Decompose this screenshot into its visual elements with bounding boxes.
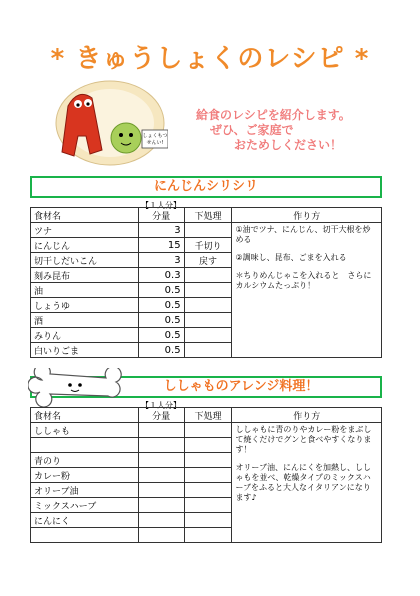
title-star-right: * — [354, 44, 370, 74]
ingredient-qty — [138, 468, 184, 483]
header-quantity: 分量 — [138, 408, 184, 423]
table-header-row — [31, 208, 382, 223]
recipe1-table — [30, 207, 382, 358]
ingredient-name: ミックスハーブ — [31, 498, 139, 513]
ingredient-qty — [138, 483, 184, 498]
ingredient-qty: 0.5 — [138, 313, 184, 328]
header-method: 作り方 — [232, 208, 382, 223]
recipe1-title-banner — [30, 176, 382, 198]
recipe1-portion: 【１人分】 — [141, 201, 181, 210]
ingredient-name: みりん — [31, 328, 139, 343]
intro-line-2: ぜひ、ご家庭で — [210, 123, 294, 137]
ingredient-prep — [184, 283, 232, 298]
ingredient-qty: 0.5 — [138, 283, 184, 298]
recipe2-method — [232, 423, 382, 543]
recipe2-title: ししゃものアレンジ料理！ — [163, 379, 319, 394]
ingredient-name: ツナ — [31, 223, 139, 238]
table-row — [31, 223, 382, 238]
ingredient-qty: 3 — [138, 253, 184, 268]
ingredient-prep — [184, 513, 232, 528]
ingredient-prep: 千切り — [184, 238, 232, 253]
method-note: ＊ちりめんじゃこを入れると さらにカルシウムたっぷり！ — [235, 271, 372, 290]
ingredient-qty: 3 — [138, 223, 184, 238]
header-prep: 下処理 — [184, 408, 232, 423]
ingredient-qty: 0.5 — [138, 298, 184, 313]
recipe1-method — [232, 223, 382, 358]
intro-message — [196, 108, 396, 153]
ingredient-qty: 15 — [138, 238, 184, 253]
table-row — [31, 423, 382, 438]
intro-line-3: おためしください！ — [234, 138, 343, 152]
ingredient-name: 切干しだいこん — [31, 253, 139, 268]
title-star-left: * — [50, 44, 66, 74]
header-ingredient: 食材名 — [31, 208, 139, 223]
ingredient-prep — [184, 328, 232, 343]
ingredient-prep — [184, 483, 232, 498]
ingredient-prep — [184, 298, 232, 313]
ingredient-name: 油 — [31, 283, 139, 298]
ingredient-name: しょうゆ — [31, 298, 139, 313]
ingredient-prep — [184, 423, 232, 438]
ingredient-qty — [138, 528, 184, 543]
ingredient-qty — [138, 423, 184, 438]
page-title — [0, 38, 420, 75]
ingredient-qty: 0.5 — [138, 343, 184, 358]
ingredient-name — [31, 528, 139, 543]
title-text: きゅうしょくのレシピ — [75, 44, 345, 74]
header-prep: 下処理 — [184, 208, 232, 223]
ingredient-prep — [184, 453, 232, 468]
mascot-illustration — [50, 78, 168, 168]
ingredient-prep — [184, 468, 232, 483]
ingredient-prep — [184, 268, 232, 283]
ingredient-prep — [184, 223, 232, 238]
method-step: ①油でツナ、にんじん、切干大根を炒める — [235, 225, 371, 244]
ingredient-qty: 0.5 — [138, 328, 184, 343]
ingredient-prep — [184, 498, 232, 513]
ingredient-name: にんにく — [31, 513, 139, 528]
ingredient-prep — [184, 528, 232, 543]
ingredient-name: ししゃも — [31, 423, 139, 438]
ingredient-name: オリーブ油 — [31, 483, 139, 498]
ingredient-name: 青のり — [31, 453, 139, 468]
ingredient-prep — [184, 343, 232, 358]
header-ingredient: 食材名 — [31, 408, 139, 423]
method-step: オリーブ油、にんにくを加熱し、ししゃもを並べ、乾燥タイプのミックスハーブをふると大人なイタリアンになります♪ — [235, 463, 372, 502]
ingredient-prep: 戻す — [184, 253, 232, 268]
header-method: 作り方 — [232, 408, 382, 423]
intro-line-1: 給食のレシピを紹介します。 — [196, 108, 351, 122]
bone-mascot-icon — [28, 368, 128, 408]
method-step: ②調味し、昆布、ごまを入れる — [235, 253, 347, 262]
table-header-row — [31, 408, 382, 423]
recipe2-table — [30, 407, 382, 543]
recipe2-portion: 【１人分】 — [141, 401, 181, 410]
ingredient-prep — [184, 438, 232, 453]
ingredient-name — [31, 438, 139, 453]
sign-line-1: しょくもつ — [142, 133, 168, 139]
ingredient-name: 白いりごま — [31, 343, 139, 358]
header-quantity: 分量 — [138, 208, 184, 223]
ingredient-name: 酒 — [31, 313, 139, 328]
sign-line-2: せんい! — [146, 140, 164, 146]
ingredient-qty — [138, 498, 184, 513]
ingredient-qty — [138, 513, 184, 528]
ingredient-qty — [138, 438, 184, 453]
ingredient-qty — [138, 453, 184, 468]
ingredient-prep — [184, 313, 232, 328]
ingredient-name: 刻み昆布 — [31, 268, 139, 283]
method-step: ししゃもに青のりやカレー粉をまぶして焼くだけでグンと食べやすくなります！ — [235, 425, 372, 454]
ingredient-qty: 0.3 — [138, 268, 184, 283]
ingredient-name: カレー粉 — [31, 468, 139, 483]
recipe1-title: にんじんシリシリ — [153, 179, 258, 194]
ingredient-name: にんじん — [31, 238, 139, 253]
